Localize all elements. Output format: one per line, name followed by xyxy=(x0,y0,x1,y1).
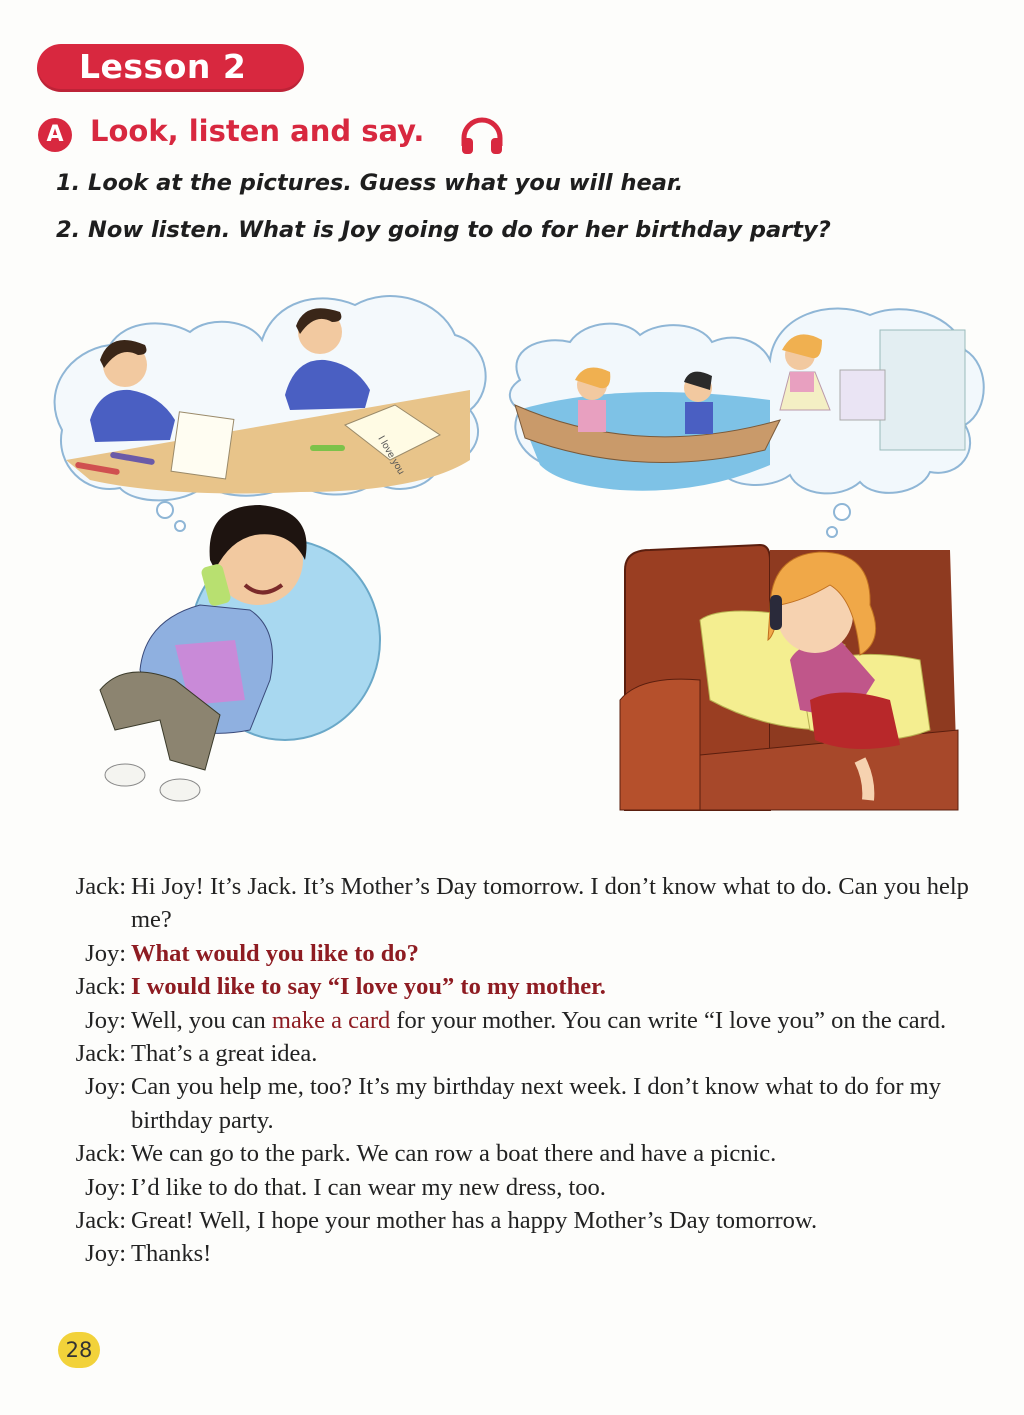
dialogue-line xyxy=(56,1070,976,1137)
jack-thought-bubble xyxy=(55,296,486,531)
speech-text xyxy=(131,1171,976,1204)
speech-segment: Can you help me, too? It’s my birthday next week. I don’t know what to do for my birthday party. xyxy=(131,1073,941,1134)
dialogue-line xyxy=(56,1004,976,1037)
speech-text xyxy=(131,870,976,937)
speech-segment: We can go to the park. We can row a boat there and have a picnic. xyxy=(131,1140,777,1168)
joy-thought-bubble xyxy=(510,309,984,537)
key-sentence: I would like to say “I love you” to my mother. xyxy=(131,973,606,1001)
key-phrase: make a card xyxy=(271,1006,391,1034)
speaker-label: Joy: xyxy=(85,1240,126,1268)
speaker-label: Jack: xyxy=(75,873,126,900)
dialogue-line xyxy=(56,1037,976,1070)
speaker-label: Joy: xyxy=(85,1006,126,1034)
speech-text xyxy=(131,1204,976,1237)
speech-segment: That’s a great idea. xyxy=(131,1040,318,1068)
instruction-2: 2. Now listen. What is Joy going to do for her birthday party? xyxy=(56,217,831,243)
speaker-label: Joy: xyxy=(85,1173,126,1201)
speech-segment: Well, you can xyxy=(131,1006,272,1034)
section-letter-badge: A xyxy=(38,118,72,152)
illustration xyxy=(0,260,1024,830)
speech-text xyxy=(131,1004,976,1037)
dialogue-line xyxy=(56,1204,976,1237)
speech-text xyxy=(131,1037,976,1070)
speech-segment: Hi Joy! It’s Jack. It’s Mother’s Day tomorrow. I don’t know what to do. Can you help me? xyxy=(131,873,969,934)
card-text: I love you xyxy=(375,434,407,477)
jack-on-phone xyxy=(100,505,380,801)
speech-text xyxy=(131,1070,976,1137)
speaker-label: Joy: xyxy=(85,939,126,967)
instruction-1: 1. Look at the pictures. Guess what you will hear. xyxy=(56,170,684,196)
section-title: Look, listen and say. xyxy=(90,114,425,148)
speech-text xyxy=(131,1137,976,1170)
speech-text xyxy=(131,970,976,1003)
speech-segment: for your mother. You can write “I love you” on the card. xyxy=(390,1006,947,1034)
dialogue-line xyxy=(56,1137,976,1170)
speaker-label: Joy: xyxy=(85,1073,126,1101)
speech-segment: Thanks! xyxy=(131,1240,212,1268)
speech-text xyxy=(131,1237,976,1270)
dialogue-line xyxy=(56,1237,976,1270)
key-sentence: What would you like to do? xyxy=(131,939,419,967)
speaker-label: Jack: xyxy=(75,1207,126,1235)
speaker-label: Jack: xyxy=(75,973,126,1001)
dialogue-line xyxy=(56,870,976,937)
speaker-label: Jack: xyxy=(75,1140,126,1168)
dialogue-line xyxy=(56,970,976,1003)
dialogue-line xyxy=(56,937,976,970)
speech-segment: Great! Well, I hope your mother has a happy Mother’s Day tomorrow. xyxy=(131,1207,818,1235)
dialogue xyxy=(56,870,976,1271)
speech-segment: I’d like to do that. I can wear my new dress, too. xyxy=(131,1173,606,1201)
lesson-title: Lesson 2 xyxy=(79,47,247,86)
headphones-icon[interactable] xyxy=(458,116,506,156)
speaker-label: Jack: xyxy=(75,1040,126,1068)
speech-text xyxy=(131,937,976,970)
lesson-title-pill xyxy=(37,44,304,92)
joy-on-phone xyxy=(620,545,958,810)
dialogue-line xyxy=(56,1171,976,1204)
page-number: 28 xyxy=(58,1332,100,1368)
